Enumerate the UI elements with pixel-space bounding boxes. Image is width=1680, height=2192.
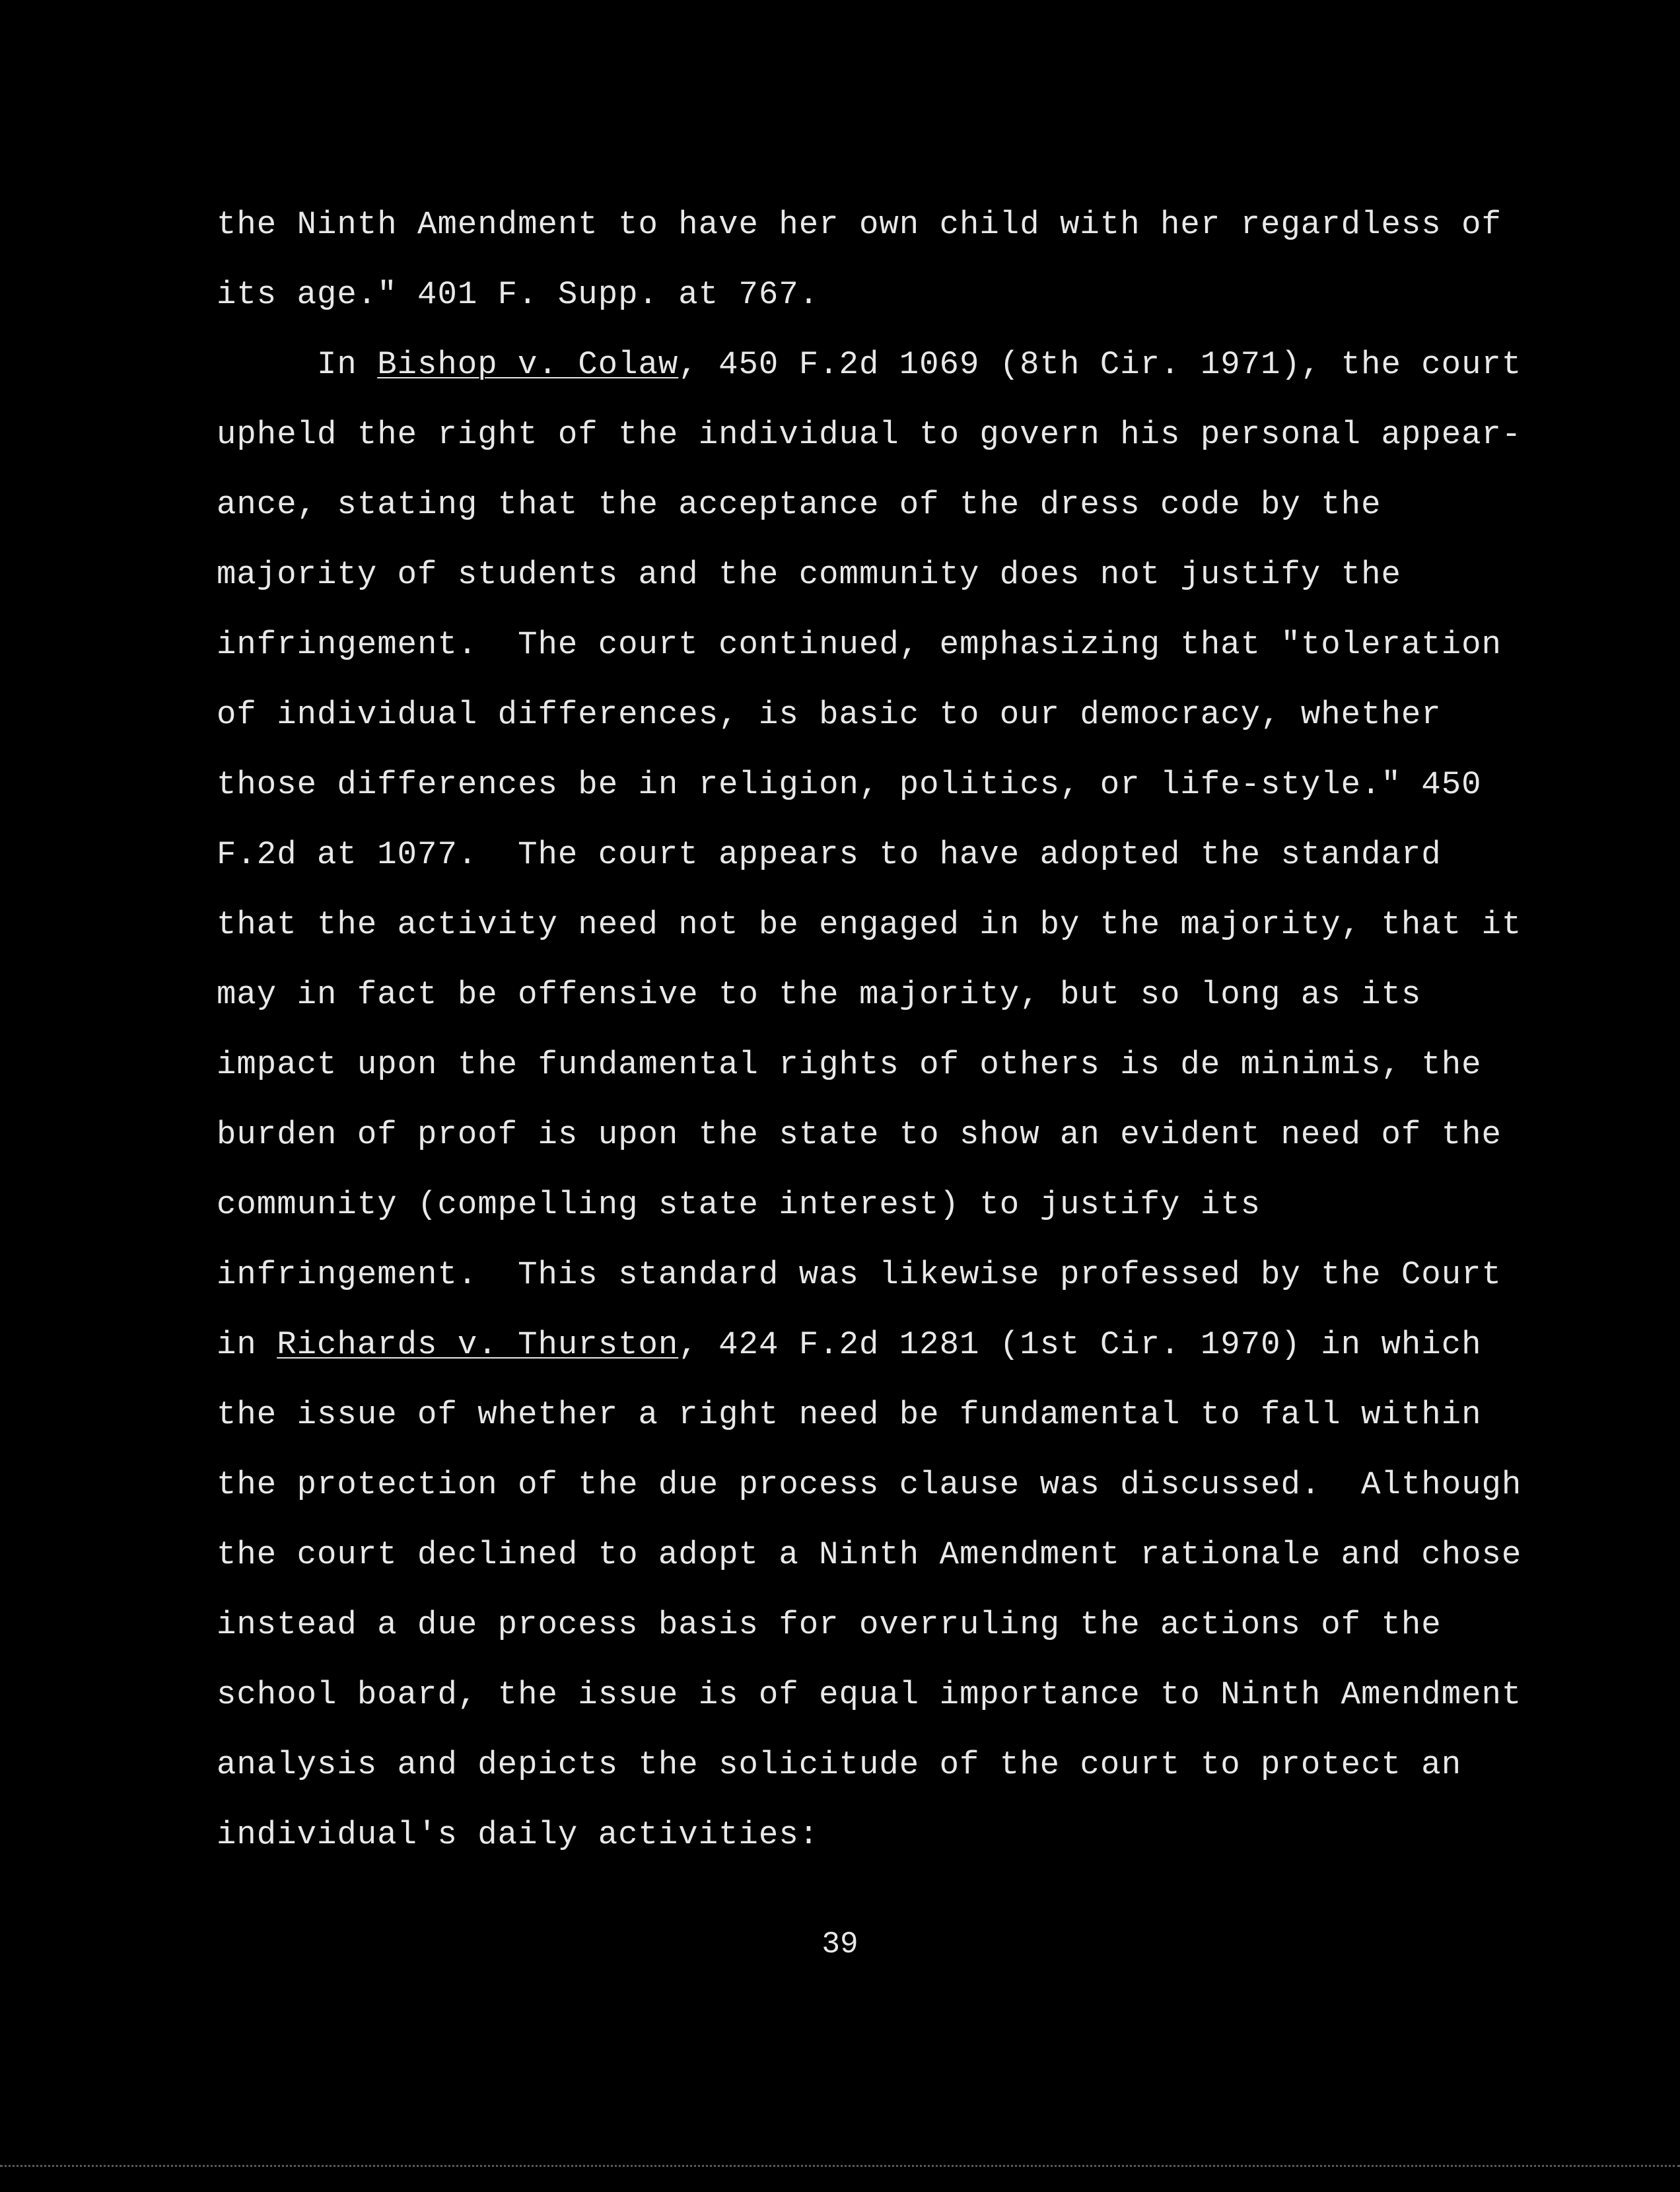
text-line: F.2d at 1077. The court appears to have adopted the standard xyxy=(217,836,1442,873)
text-segment: , 450 F.2d 1069 (8th Cir. 1971), the court xyxy=(678,346,1522,383)
text-line: the issue of whether a right need be fundamental to fall within xyxy=(217,1396,1482,1433)
case-citation: Bishop v. Colaw xyxy=(377,346,679,383)
scan-edge-rule xyxy=(0,2165,1680,2167)
text-line: individual's daily activities: xyxy=(217,1816,820,1853)
text-line xyxy=(217,338,1537,408)
page-number: 39 xyxy=(822,1927,858,1962)
text-line: the court declined to adopt a Ninth Amendment rationale and chose xyxy=(217,1536,1522,1573)
text-line: upheld the right of the individual to govern his personal appear- xyxy=(217,416,1522,453)
text-line: the protection of the due process clause was discussed. Although xyxy=(217,1466,1522,1503)
text-line xyxy=(217,1318,1537,1388)
text-line: ance, stating that the acceptance of the dress code by the xyxy=(217,486,1382,523)
text-line: may in fact be offensive to the majority, but so long as its xyxy=(217,976,1422,1013)
text-segment: in xyxy=(217,1326,277,1363)
text-line: those differences be in religion, politics, or life-style." 450 xyxy=(217,766,1482,803)
text-segment: , 424 F.2d 1281 (1st Cir. 1970) in which xyxy=(678,1326,1482,1363)
text-line: majority of students and the community does not justify the xyxy=(217,556,1401,593)
text-line: infringement. The court continued, emphasizing that "toleration xyxy=(217,626,1502,663)
text-line: analysis and depicts the solicitude of the court to protect an xyxy=(217,1746,1462,1783)
text-line: the Ninth Amendment to have her own child with her regardless of xyxy=(217,206,1502,243)
text-line: its age." 401 F. Supp. at 767. xyxy=(217,276,820,313)
text-line: community (compelling state interest) to justify its xyxy=(217,1186,1261,1223)
text-line: of individual differences, is basic to our democracy, whether xyxy=(217,696,1442,733)
text-line: impact upon the fundamental rights of others is de minimis, the xyxy=(217,1046,1482,1083)
text-line: that the activity need not be engaged in by the majority, that it xyxy=(217,906,1522,943)
text-line: infringement. This standard was likewise professed by the Court xyxy=(217,1256,1502,1293)
case-citation: Richards v. Thurston xyxy=(277,1326,679,1363)
text-line: school board, the issue is of equal importance to Ninth Amendment xyxy=(217,1676,1522,1713)
text-line: instead a due process basis for overruling the actions of the xyxy=(217,1606,1442,1643)
text-line: burden of proof is upon the state to show an evident need of the xyxy=(217,1116,1502,1153)
body-text xyxy=(217,198,1537,1878)
text-segment: In xyxy=(317,346,378,383)
